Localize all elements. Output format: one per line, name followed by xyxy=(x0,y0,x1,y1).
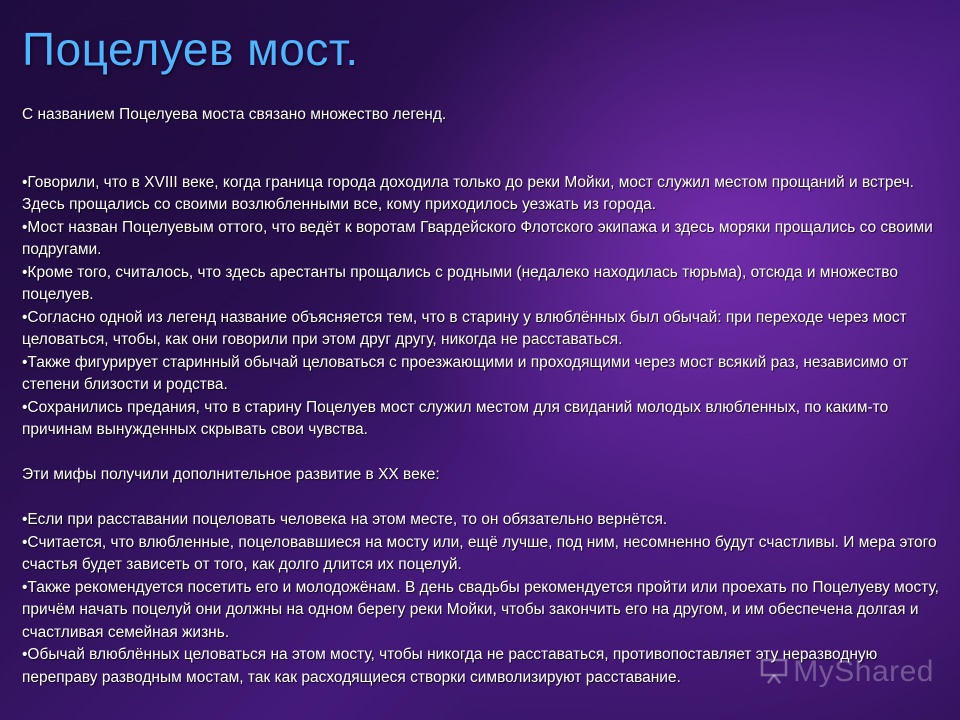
watermark-text: MyShared xyxy=(793,655,934,688)
watermark xyxy=(759,655,934,689)
legend-item: •Мост назван Поцелуевым оттого, что ведёт к воротам Гвардейского Флотского экипажа и здесь моряки прощались со своими подругами. xyxy=(22,218,933,258)
legend-item: •Сохранились предания, что в старину Поцелуев мост служил местом для свиданий молодых влюбленных, по каким-то причинам вынужденных скрывать свои чувства. xyxy=(22,398,889,438)
myth-item: •Обычай влюблённых целоваться на этом мосту, чтобы никогда не расставаться, противопоставляет эту неразводную переправу разводным мостам, так как расходящиеся створки символизируют расставание. xyxy=(22,646,878,686)
presentation-board-icon xyxy=(759,658,789,684)
myth-item: •Если при расставании поцеловать человека на этом месте, то он обязательно вернётся. xyxy=(22,511,668,528)
slide-body xyxy=(22,104,944,689)
spacer xyxy=(22,442,944,465)
legend-item: •Говорили, что в XVIII веке, когда граница города доходила только до реки Мойки, мост служил местом прощаний и встреч. Здесь прощались со своими возлюбленными все, кому приходилось уезжать из города. xyxy=(22,173,914,213)
legend-item: •Согласно одной из легенд название объясняется тем, что в старину у влюблённых был обычай: при переходе через мост целоваться, чтобы, как они говорили при этом друг другу, никогда не расставаться. xyxy=(22,308,907,348)
intro-text: С названием Поцелуева моста связано множество легенд. xyxy=(22,106,447,123)
myth-item: •Считается, что влюбленные, поцеловавшиеся на мосту или, ещё лучше, под ним, несомненно будут счастливы. И мера этого счастья будет зависеть от того, как долго длится их поцелуй. xyxy=(22,533,937,573)
spacer xyxy=(22,487,944,510)
section-heading: Эти мифы получили дополнительное развитие в XX веке: xyxy=(22,466,440,483)
legend-item: •Также фигурирует старинный обычай целоваться с проезжающими и проходящими через мост всякий раз, независимо от степени близости и родства. xyxy=(22,353,909,393)
myth-item: •Также рекомендуется посетить его и молодожёнам. В день свадьбы рекомендуется пройти или проехать по Поцелуеву мосту, причём начать поцелуй они должны на одном берегу реки Мойки, чтобы закончить его на другом, и им обеспечена долгая и счастливая семейная жизнь. xyxy=(22,578,939,641)
legend-item: •Кроме того, считалось, что здесь арестанты прощались с родными (недалеко находилась тюрьма), отсюда и множество поцелуев. xyxy=(22,263,898,303)
slide-title: Поцелуев мост. xyxy=(22,23,359,75)
spacer xyxy=(22,127,944,172)
